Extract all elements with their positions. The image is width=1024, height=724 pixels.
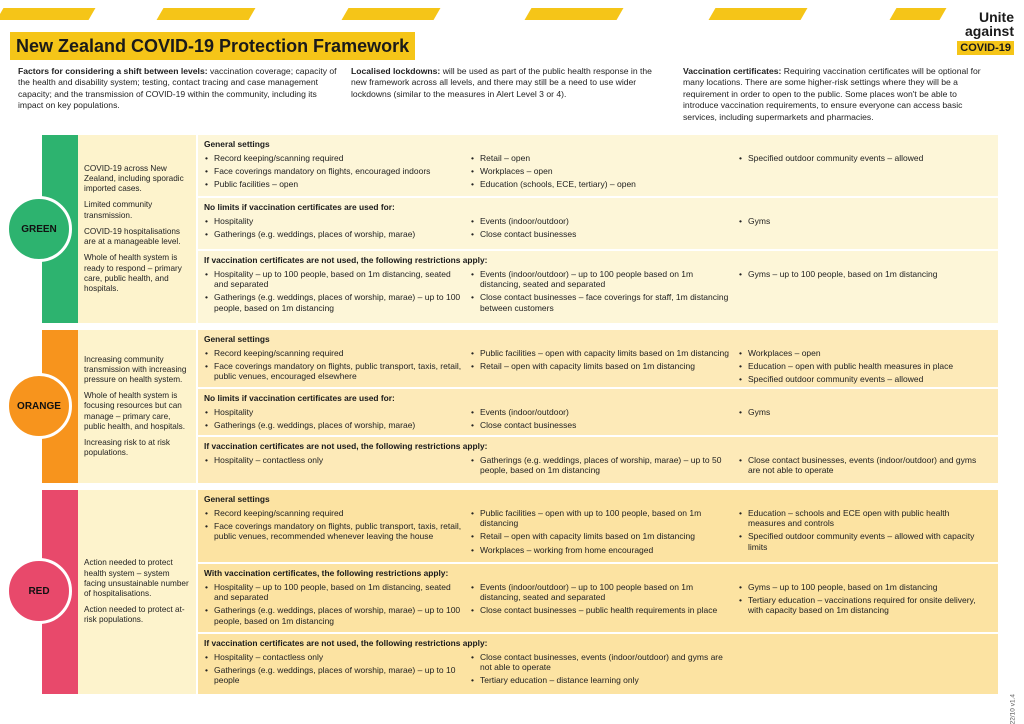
column-3 <box>738 407 988 420</box>
column-3 <box>738 455 988 478</box>
list-item: • Record keeping/scanning required <box>204 348 466 358</box>
section-title: If vaccination certificates are not used, the following restrictions apply: <box>204 441 488 451</box>
factors-lockdowns <box>351 66 661 100</box>
list-item: • Hospitality – contactless only <box>204 652 466 662</box>
level-red <box>6 490 998 694</box>
column-3 <box>738 153 988 166</box>
list-item: • Events (indoor/outdoor) – up to 100 people based on 1m distancing, seated and separated <box>470 582 732 602</box>
list-item: • Close contact businesses – public health requirements in place <box>470 605 732 615</box>
column-2 <box>470 582 732 619</box>
column-2 <box>470 153 732 193</box>
column-1 <box>204 582 466 629</box>
list-item: • Close contact businesses <box>470 229 732 239</box>
factors-shift <box>18 66 343 112</box>
list-item: • Events (indoor/outdoor) <box>470 216 732 226</box>
section-title: General settings <box>204 494 270 504</box>
green-no-certificates <box>198 251 998 323</box>
list-item: • Gyms – up to 100 people, based on 1m distancing <box>738 582 988 592</box>
list-item: • Hospitality – contactless only <box>204 455 466 465</box>
list-item: • Tertiary education – distance learning only <box>470 675 732 685</box>
list-item: • Gatherings (e.g. weddings, places of worship, marae) – up to 10 people <box>204 665 466 685</box>
list-item: • Public facilities – open <box>204 179 466 189</box>
factors-certificates-label: Vaccination certificates: <box>683 66 782 76</box>
column-2 <box>470 508 732 558</box>
list-item: • Close contact businesses, events (indoor/outdoor) and gyms are not able to operate <box>470 652 732 672</box>
column-2 <box>470 407 732 433</box>
stripe <box>525 8 624 20</box>
level-badge: GREEN <box>6 196 72 262</box>
section-title: If vaccination certificates are not used, the following restrictions apply: <box>204 255 488 265</box>
desc-line: Whole of health system is focusing resources but can manage – primary care, public health, and hospitals. <box>84 391 186 431</box>
level-description <box>78 135 196 323</box>
column-3 <box>738 216 988 229</box>
list-item: • Hospitality – up to 100 people, based on 1m distancing, seated and separated <box>204 582 466 602</box>
list-item: • Face coverings mandatory on flights, public transport, taxis, retail, public venues, encouraged elsewhere <box>204 361 466 381</box>
factors-certificates <box>683 66 983 123</box>
stripe <box>342 8 441 20</box>
desc-line: Limited community transmission. <box>84 200 153 220</box>
factors-certificates-text: Requiring vaccination certificates will be optional for many locations. There are some higher-risk settings where they will be a requirement in order to open to the public. Some places won't be able to introduce vaccination requirements, to ensure everyone can access basic services, including supermarkets and pharmacies. <box>683 66 981 122</box>
logo-line-1: Unite <box>979 9 1014 25</box>
red-general-settings <box>198 490 998 562</box>
column-1 <box>204 652 466 689</box>
section-title: If vaccination certificates are not used, the following restrictions apply: <box>204 638 488 648</box>
list-item: • Retail – open with capacity limits based on 1m distancing <box>470 531 732 541</box>
desc-line: Increasing community transmission with increasing pressure on health system. <box>84 354 187 384</box>
list-item: • Education – open with public health measures in place <box>738 361 988 371</box>
list-item: • Hospitality <box>204 407 466 417</box>
column-2 <box>470 455 732 478</box>
list-item: • Hospitality – up to 100 people, based on 1m distancing, seated and separated <box>204 269 466 289</box>
orange-no-limits <box>198 389 998 435</box>
list-item: • Specified outdoor community events – allowed with capacity limits <box>738 531 988 551</box>
list-item: • Record keeping/scanning required <box>204 508 466 518</box>
column-3 <box>738 508 988 555</box>
orange-no-certificates <box>198 437 998 483</box>
list-item: • Close contact businesses <box>470 420 732 430</box>
column-3 <box>738 348 988 388</box>
list-item: • Specified outdoor community events – allowed <box>738 153 988 163</box>
list-item: • Tertiary education – vaccinations required for onsite delivery, with capacity based on 1m distancing <box>738 595 988 615</box>
list-item: • Gatherings (e.g. weddings, places of worship, marae) <box>204 229 466 239</box>
column-2 <box>470 652 732 689</box>
section-title: No limits if vaccination certificates are used for: <box>204 393 395 403</box>
list-item: • Gatherings (e.g. weddings, places of worship, marae) – up to 100 people, based on 1m distancing <box>204 605 466 625</box>
list-item: • Specified outdoor community events – allowed <box>738 374 988 384</box>
unite-against-covid-logo <box>950 10 1014 56</box>
factors-shift-label: Factors for considering a shift between levels: <box>18 66 208 76</box>
red-with-certificates <box>198 564 998 632</box>
column-2 <box>470 216 732 242</box>
column-1 <box>204 269 466 316</box>
orange-general-settings <box>198 330 998 387</box>
factors-shift-text: vaccination coverage; capacity of the health and disability system; testing, contact tracing and case management capacity; and the transmission of COVID-19 within the community, including its impact on key populations. <box>18 66 337 111</box>
list-item: • Workplaces – open <box>470 166 732 176</box>
desc-line: Action needed to protect health system – system facing unsustainable number of hospitalisations. <box>84 558 189 598</box>
desc-line: Whole of health system is ready to respond – primary care, public health, and hospitals. <box>84 253 182 293</box>
list-item: • Retail – open <box>470 153 732 163</box>
logo-line-3: COVID-19 <box>957 41 1014 55</box>
desc-line: Increasing risk to at risk populations. <box>84 438 170 458</box>
list-item: • Events (indoor/outdoor) – up to 100 people based on 1m distancing, seated and separated <box>470 269 732 289</box>
list-item: • Close contact businesses – face coverings for staff, 1m distancing between customers <box>470 292 732 312</box>
column-3 <box>738 582 988 619</box>
list-item: • Gyms <box>738 216 988 226</box>
column-3 <box>738 269 988 282</box>
column-2 <box>470 269 732 316</box>
list-item: • Public facilities – open with up to 100 people, based on 1m distancing <box>470 508 732 528</box>
factors-lockdowns-label: Localised lockdowns: <box>351 66 441 76</box>
page-title: New Zealand COVID-19 Protection Framework <box>10 32 415 60</box>
section-title: No limits if vaccination certificates are used for: <box>204 202 395 212</box>
list-item: • Retail – open with capacity limits based on 1m distancing <box>470 361 732 371</box>
level-green <box>6 135 998 323</box>
section-title: With vaccination certificates, the following restrictions apply: <box>204 568 449 578</box>
list-item: • Public facilities – open with capacity limits based on 1m distancing <box>470 348 732 358</box>
column-2 <box>470 348 732 374</box>
column-1 <box>204 508 466 545</box>
column-1 <box>204 455 466 468</box>
desc-line: COVID-19 across New Zealand, including sporadic imported cases. <box>84 163 184 194</box>
list-item: • Close contact businesses, events (indoor/outdoor) and gyms are not able to operate <box>738 455 988 475</box>
level-description <box>78 330 196 483</box>
level-badge: RED <box>6 558 72 624</box>
list-item: • Gatherings (e.g. weddings, places of worship, marae) <box>204 420 466 430</box>
list-item: • Gatherings (e.g. weddings, places of worship, marae) – up to 50 people, based on 1m distancing <box>470 455 732 475</box>
section-title: General settings <box>204 334 270 344</box>
desc-line: Action needed to protect at-risk populations. <box>84 605 185 625</box>
level-badge: ORANGE <box>6 373 72 439</box>
version-label: 22/10 v1.4 <box>1009 694 1016 724</box>
red-no-certificates <box>198 634 998 694</box>
list-item: • Education – schools and ECE open with public health measures and controls <box>738 508 988 528</box>
list-item: • Hospitality <box>204 216 466 226</box>
stripe <box>157 8 256 20</box>
list-item: • Education (schools, ECE, tertiary) – open <box>470 179 732 189</box>
list-item: • Face coverings mandatory on flights, public transport, taxis, retail, public venues, recommended whenever leaving the house <box>204 521 466 541</box>
header-stripes <box>0 8 960 22</box>
factors-lockdowns-text: will be used as part of the public health response in the new framework across all levels, and there may still be a need to use wider lockdowns (similar to the measures in Alert Level 3 or 4). <box>351 66 652 99</box>
level-orange <box>6 330 998 483</box>
list-item: • Record keeping/scanning required <box>204 153 466 163</box>
list-item: • Gyms <box>738 407 988 417</box>
section-title: General settings <box>204 139 270 149</box>
list-item: • Gatherings (e.g. weddings, places of worship, marae) – up to 100 people, based on 1m distancing <box>204 292 466 312</box>
stripe <box>890 8 947 20</box>
desc-line: COVID-19 hospitalisations are at a manageable level. <box>84 226 181 247</box>
list-item: • Events (indoor/outdoor) <box>470 407 732 417</box>
stripe <box>709 8 808 20</box>
column-1 <box>204 348 466 385</box>
logo-line-2: against <box>964 23 1014 39</box>
green-no-limits <box>198 198 998 249</box>
list-item: • Face coverings mandatory on flights, encouraged indoors <box>204 166 466 176</box>
column-1 <box>204 407 466 433</box>
column-1 <box>204 216 466 242</box>
stripe <box>0 8 95 20</box>
list-item: • Gyms – up to 100 people, based on 1m distancing <box>738 269 988 279</box>
column-1 <box>204 153 466 193</box>
level-description <box>78 490 196 694</box>
list-item: • Workplaces – open <box>738 348 988 358</box>
green-general-settings <box>198 135 998 196</box>
list-item: • Workplaces – working from home encouraged <box>470 545 732 555</box>
